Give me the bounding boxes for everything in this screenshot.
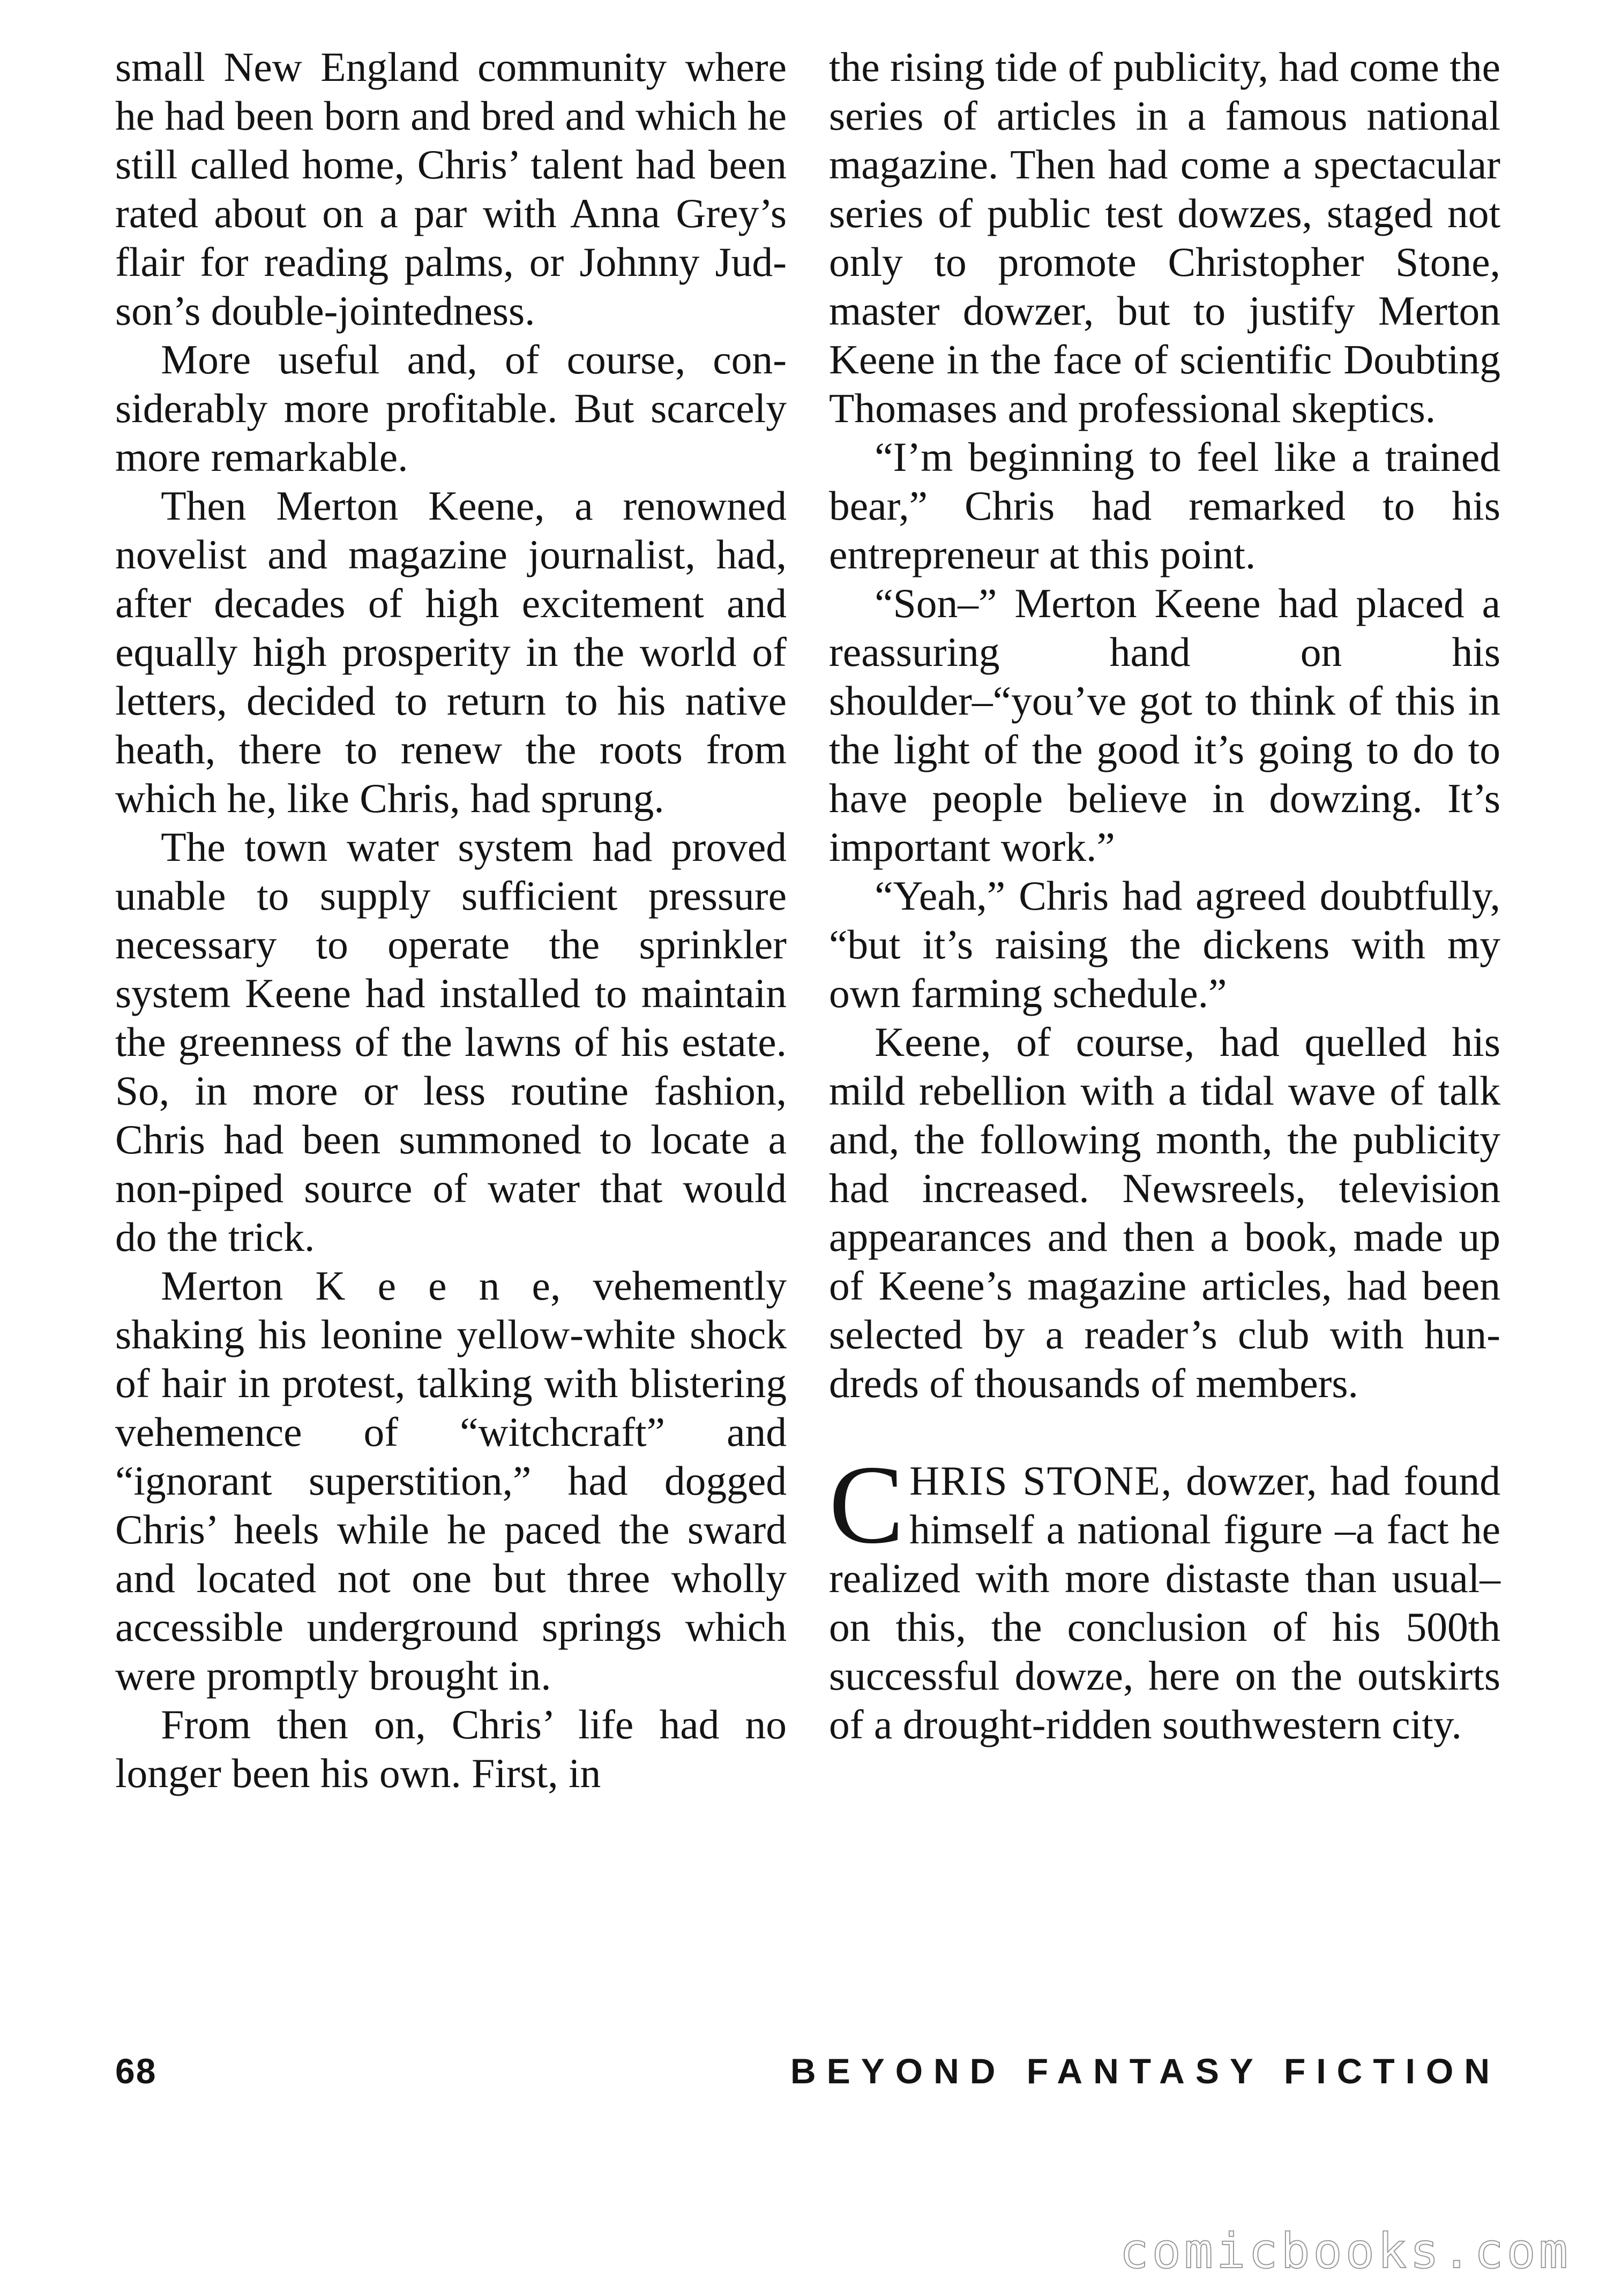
paragraph: More useful and, of course, considerably more profitable. But scarcely more remarkable.: [115, 336, 787, 480]
paragraph: small New England community where he had been born and bred and which he still called home, Chris’ talent had been rated about on a par with Anna Grey’s flair for reading palms, or Johnny Judson’s double-jointedness.: [115, 44, 787, 334]
paragraph: “I’m beginning to feel like a trained bear,” Chris had remarked to his entrepreneur at this point.: [829, 434, 1500, 577]
right-text-column: [829, 43, 1500, 1749]
small-caps-lead: HRIS STONE,: [909, 1458, 1173, 1504]
magazine-title: BEYOND FANTASY FICTION: [790, 2051, 1500, 2091]
section-break: [829, 1408, 1500, 1457]
paragraph: From then on, Chris’ life had no longer been his own. First, in: [115, 1701, 787, 1796]
page-number: 68: [115, 2051, 157, 2091]
page-footer: [115, 2051, 1500, 2099]
paragraph-text: dowzer, had found himself a national figure –a fact he realized with more distaste than usual–on this, the conclusion of his 500th successful dowze, here on the outskirts of a drought-ridden southwestern city.: [829, 1458, 1500, 1747]
paragraph: “Yeah,” Chris had agreed doubtfully, “but it’s raising the dickens with my own farming schedule.”: [829, 873, 1500, 1016]
drop-cap: C: [829, 1443, 905, 1567]
section-opening-paragraph: [829, 1443, 1500, 1749]
paragraph: The town water system had proved unable to supply sufficient pressure necessary to operate the sprinkler system Keene had installed to maintain the greenness of the lawns of his estate. So, in more or less routine fashion, Chris had been summoned to locate a non-piped source of water that would do the trick.: [115, 824, 787, 1260]
paragraph: the rising tide of publicity, had come the series of articles in a famous national magazine. Then had come a spectacular series of public test dowzes, staged not only to promote Christopher Stone, master dowzer, but to justify Merton Keene in the face of scientific Doubting Thomases and professional skeptics.: [829, 44, 1500, 431]
paragraph: Merton K e e n e, vehemently shaking his leonine yellow-white shock of hair in protest, talking with blistering vehemence of “witchcraft” and “ignorant superstition,” had dogged Chris’ heels while he paced the sward and located not one but three wholly accessible underground springs which were promptly brought in.: [115, 1263, 787, 1699]
watermark: comicbooks.com: [1119, 2223, 1571, 2279]
left-text-column: [115, 43, 787, 1798]
paragraph: Keene, of course, had quelled his mild rebellion with a tidal wave of talk and, the following month, the publicity had increased. Newsreels, television appearances and then a book, made up of Keene’s magazine articles, had been selected by a reader’s club with hundreds of thousands of members.: [829, 1019, 1500, 1406]
paragraph: “Son–” Merton Keene had placed a reassuring hand on his shoulder–“you’ve got to think of this in the light of the good it’s going to do to have people believe in dowzing. It’s important work.”: [829, 580, 1500, 870]
paragraph: Then Merton Keene, a renowned novelist and magazine journalist, had, after decades of high excitement and equally high prosperity in the world of letters, decided to return to his native heath, there to renew the roots from which he, like Chris, had sprung.: [115, 483, 787, 821]
